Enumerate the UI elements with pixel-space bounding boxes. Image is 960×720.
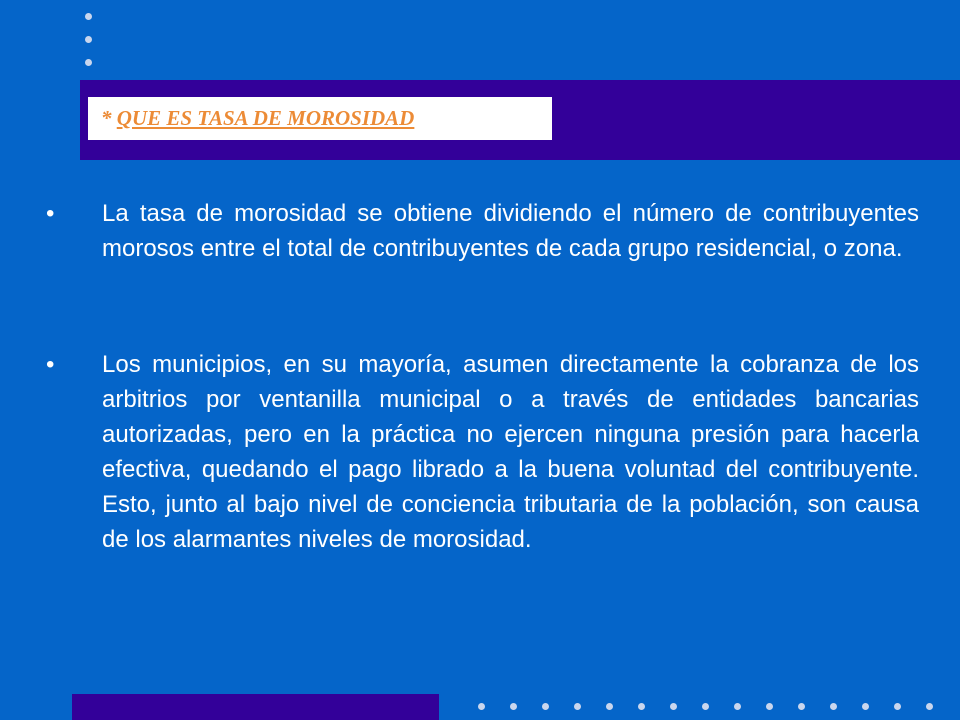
decor-dot: [638, 703, 645, 710]
bullet-marker: •: [46, 351, 55, 378]
bullet-text: La tasa de morosidad se obtiene dividiendo el número de contribuyentes morosos entre el total de contribuyentes de cada grupo residencial, o zona.: [102, 200, 919, 262]
decor-dot: [606, 703, 613, 710]
decor-dot: [478, 703, 485, 710]
decor-dot: [85, 13, 92, 20]
decor-dot: [510, 703, 517, 710]
slide-title: [101, 106, 414, 131]
title-prefix: *: [101, 106, 117, 130]
title-link[interactable]: QUE ES TASA DE MOROSIDAD: [116, 106, 415, 130]
decor-dot: [894, 703, 901, 710]
decor-dot: [926, 703, 933, 710]
decor-dot: [670, 703, 677, 710]
decor-dot: [542, 703, 549, 710]
decor-dot: [862, 703, 869, 710]
decor-dot: [574, 703, 581, 710]
decor-dot: [85, 59, 92, 66]
bullet-marker: •: [46, 200, 55, 227]
decor-dot: [798, 703, 805, 710]
bottom-bar: [72, 694, 439, 720]
decor-dot: [734, 703, 741, 710]
title-box: [88, 97, 552, 140]
decor-dot: [85, 36, 92, 43]
decor-dot: [766, 703, 773, 710]
decor-dot: [702, 703, 709, 710]
bullet-text: Los municipios, en su mayoría, asumen directamente la cobranza de los arbitrios por ventanilla municipal o a través de entidades bancarias autorizadas, pero en la práctica no ejercen ninguna presión para hacerla efectiva, quedando el pago librado a la buena voluntad del contribuyente. Esto, junto al bajo nivel de conciencia tributaria de la población, son causa de los alarmantes niveles de morosidad.: [102, 351, 919, 553]
decor-dot: [830, 703, 837, 710]
